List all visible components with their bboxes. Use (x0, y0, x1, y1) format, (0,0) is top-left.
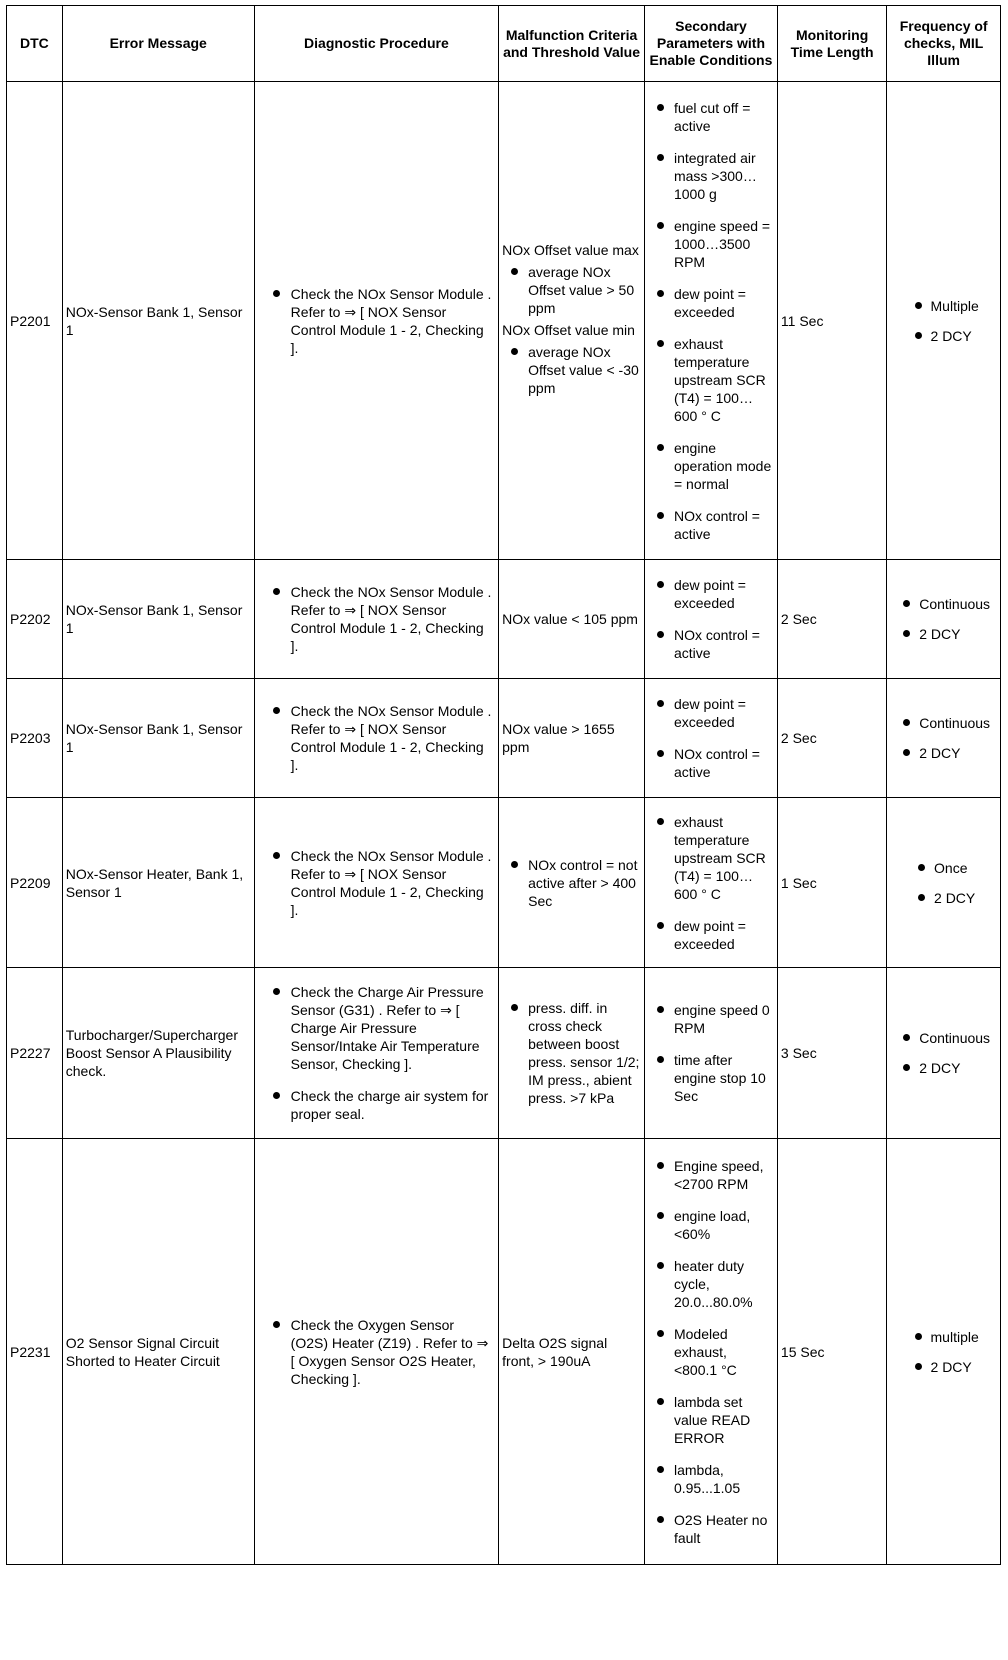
frequency-item: 2 DCY (897, 744, 990, 762)
diagnostic-list (258, 983, 495, 1123)
frequency (887, 798, 1001, 968)
table-row (7, 1139, 1001, 1565)
secondary-parameters (644, 1139, 777, 1565)
secondary-list (648, 1001, 774, 1105)
table-row (7, 82, 1001, 560)
diagnostic-step: Check the NOx Sensor Module . Refer to ⇒ [ NOX Sensor Control Module 1 - 2, Checking ]. (258, 583, 495, 655)
secondary-parameter: fuel cut off = active (648, 99, 774, 135)
dtc-code: P2227 (7, 968, 63, 1139)
monitoring-time: 11 Sec (777, 82, 886, 560)
secondary-parameter: dew point = exceeded (648, 285, 774, 321)
criteria-list (502, 263, 641, 317)
criteria-list (502, 343, 641, 397)
malfunction-criteria (499, 798, 645, 968)
frequency-list (897, 583, 990, 655)
secondary-parameter: heater duty cycle, 20.0...80.0% (648, 1257, 774, 1311)
diagnostic-procedure (254, 560, 498, 679)
secondary-parameter: dew point = exceeded (648, 917, 774, 953)
monitoring-time: 15 Sec (777, 1139, 886, 1565)
header-dtc: DTC (7, 6, 63, 82)
diagnostic-step: Check the NOx Sensor Module . Refer to ⇒ [ NOX Sensor Control Module 1 - 2, Checking ]. (258, 702, 495, 774)
malfunction-criteria (499, 1139, 645, 1565)
secondary-list (648, 813, 774, 953)
frequency-item: multiple (909, 1328, 979, 1346)
secondary-parameter: NOx control = active (648, 507, 774, 543)
secondary-parameter: O2S Heater no fault (648, 1511, 774, 1547)
dtc-code: P2231 (7, 1139, 63, 1565)
secondary-parameter: engine speed = 1000…3500 RPM (648, 217, 774, 271)
secondary-list (648, 576, 774, 662)
frequency-item: Continuous (897, 714, 990, 732)
secondary-parameter: engine operation mode = normal (648, 439, 774, 493)
criteria-list (502, 856, 641, 910)
table-row (7, 679, 1001, 798)
diagnostic-procedure (254, 968, 498, 1139)
secondary-parameters (644, 679, 777, 798)
secondary-parameters (644, 82, 777, 560)
criteria-text: Delta O2S signal front, > 190uA (502, 1334, 608, 1369)
diagnostic-step: Check the Oxygen Sensor (O2S) Heater (Z19) . Refer to ⇒ [ Oxygen Sensor O2S Heater, Checking ]. (258, 1316, 495, 1388)
dtc-table (6, 5, 1001, 1565)
frequency-item: Multiple (909, 297, 979, 315)
monitoring-time: 2 Sec (777, 560, 886, 679)
diagnostic-list (258, 847, 495, 919)
criteria-item: NOx control = not active after > 400 Sec (502, 856, 641, 910)
table-body (7, 82, 1001, 1565)
header-monitoring-time: Monitoring Time Length (777, 6, 886, 82)
frequency-list (897, 1017, 990, 1089)
header-frequency: Frequency of checks, MIL Illum (887, 6, 1001, 82)
frequency-item: Continuous (897, 595, 990, 613)
dtc-code: P2209 (7, 798, 63, 968)
diagnostic-procedure (254, 798, 498, 968)
secondary-parameter: NOx control = active (648, 745, 774, 781)
dtc-code: P2201 (7, 82, 63, 560)
secondary-parameter: dew point = exceeded (648, 695, 774, 731)
frequency-item: Continuous (897, 1029, 990, 1047)
dtc-code: P2202 (7, 560, 63, 679)
error-message: Turbocharger/Supercharger Boost Sensor A Plausibility check. (62, 968, 254, 1139)
diagnostic-step: Check the NOx Sensor Module . Refer to ⇒ [ NOX Sensor Control Module 1 - 2, Checking ]. (258, 847, 495, 919)
frequency (887, 679, 1001, 798)
secondary-parameter: lambda set value READ ERROR (648, 1393, 774, 1447)
secondary-parameter: engine speed 0 RPM (648, 1001, 774, 1037)
secondary-parameter: integrated air mass >300…1000 g (648, 149, 774, 203)
diagnostic-list (258, 285, 495, 357)
secondary-parameters (644, 798, 777, 968)
diagnostic-procedure (254, 679, 498, 798)
secondary-parameter: exhaust temperature upstream SCR (T4) = 100…600 ° C (648, 813, 774, 903)
error-message: NOx-Sensor Bank 1, Sensor 1 (62, 679, 254, 798)
error-message: NOx-Sensor Bank 1, Sensor 1 (62, 560, 254, 679)
criteria-item: average NOx Offset value > 50 ppm (502, 263, 641, 317)
frequency (887, 82, 1001, 560)
table-row (7, 798, 1001, 968)
frequency (887, 968, 1001, 1139)
error-message: NOx-Sensor Bank 1, Sensor 1 (62, 82, 254, 560)
secondary-parameter: Engine speed, <2700 RPM (648, 1157, 774, 1193)
criteria-text: NOx Offset value min (502, 321, 635, 338)
secondary-parameter: lambda, 0.95...1.05 (648, 1461, 774, 1497)
diagnostic-list (258, 702, 495, 774)
header-row (7, 6, 1001, 82)
frequency-item: 2 DCY (897, 625, 990, 643)
malfunction-criteria (499, 968, 645, 1139)
secondary-list (648, 1157, 774, 1547)
secondary-parameter: engine load, <60% (648, 1207, 774, 1243)
frequency-list (909, 1316, 979, 1388)
secondary-parameters (644, 968, 777, 1139)
secondary-parameter: exhaust temperature upstream SCR (T4) = 100…600 ° C (648, 335, 774, 425)
monitoring-time: 1 Sec (777, 798, 886, 968)
diagnostic-list (258, 583, 495, 655)
diagnostic-list (258, 1316, 495, 1388)
header-diagnostic-procedure: Diagnostic Procedure (254, 6, 498, 82)
secondary-list (648, 99, 774, 543)
frequency-list (912, 847, 975, 919)
malfunction-criteria (499, 560, 645, 679)
table-row (7, 968, 1001, 1139)
criteria-list (502, 999, 641, 1107)
diagnostic-procedure (254, 82, 498, 560)
malfunction-criteria (499, 82, 645, 560)
secondary-list (648, 695, 774, 781)
dtc-code: P2203 (7, 679, 63, 798)
secondary-parameters (644, 560, 777, 679)
diagnostic-step: Check the NOx Sensor Module . Refer to ⇒ [ NOX Sensor Control Module 1 - 2, Checking ]. (258, 285, 495, 357)
frequency-item: 2 DCY (897, 1059, 990, 1077)
frequency-item: 2 DCY (909, 1358, 979, 1376)
header-error-message: Error Message (62, 6, 254, 82)
criteria-item: average NOx Offset value < -30 ppm (502, 343, 641, 397)
diagnostic-step: Check the charge air system for proper seal. (258, 1087, 495, 1123)
secondary-parameter: Modeled exhaust, <800.1 °C (648, 1325, 774, 1379)
monitoring-time: 3 Sec (777, 968, 886, 1139)
error-message: O2 Sensor Signal Circuit Shorted to Heater Circuit (62, 1139, 254, 1565)
frequency (887, 1139, 1001, 1565)
criteria-text: NOx value > 1655 ppm (502, 721, 615, 755)
secondary-parameter: time after engine stop 10 Sec (648, 1051, 774, 1105)
diagnostic-procedure (254, 1139, 498, 1565)
frequency-list (909, 285, 979, 357)
frequency-item: 2 DCY (912, 889, 975, 907)
diagnostic-step: Check the Charge Air Pressure Sensor (G31) . Refer to ⇒ [ Charge Air Pressure Sensor/Intake Air Temperature Sensor, Checking ]. (258, 983, 495, 1073)
malfunction-criteria (499, 679, 645, 798)
monitoring-time: 2 Sec (777, 679, 886, 798)
secondary-parameter: NOx control = active (648, 626, 774, 662)
criteria-text: NOx value < 105 ppm (502, 611, 638, 627)
error-message: NOx-Sensor Heater, Bank 1, Sensor 1 (62, 798, 254, 968)
frequency (887, 560, 1001, 679)
table-row (7, 560, 1001, 679)
frequency-list (897, 702, 990, 774)
header-secondary-parameters: Secondary Parameters with Enable Conditions (644, 6, 777, 82)
frequency-item: 2 DCY (909, 327, 979, 345)
frequency-item: Once (912, 859, 975, 877)
header-malfunction-criteria: Malfunction Criteria and Threshold Value (499, 6, 645, 82)
criteria-item: press. diff. in cross check between boost press. sensor 1/2; IM press., abient press. >7 kPa (502, 999, 641, 1107)
criteria-text: NOx Offset value max (502, 241, 639, 258)
secondary-parameter: dew point = exceeded (648, 576, 774, 612)
